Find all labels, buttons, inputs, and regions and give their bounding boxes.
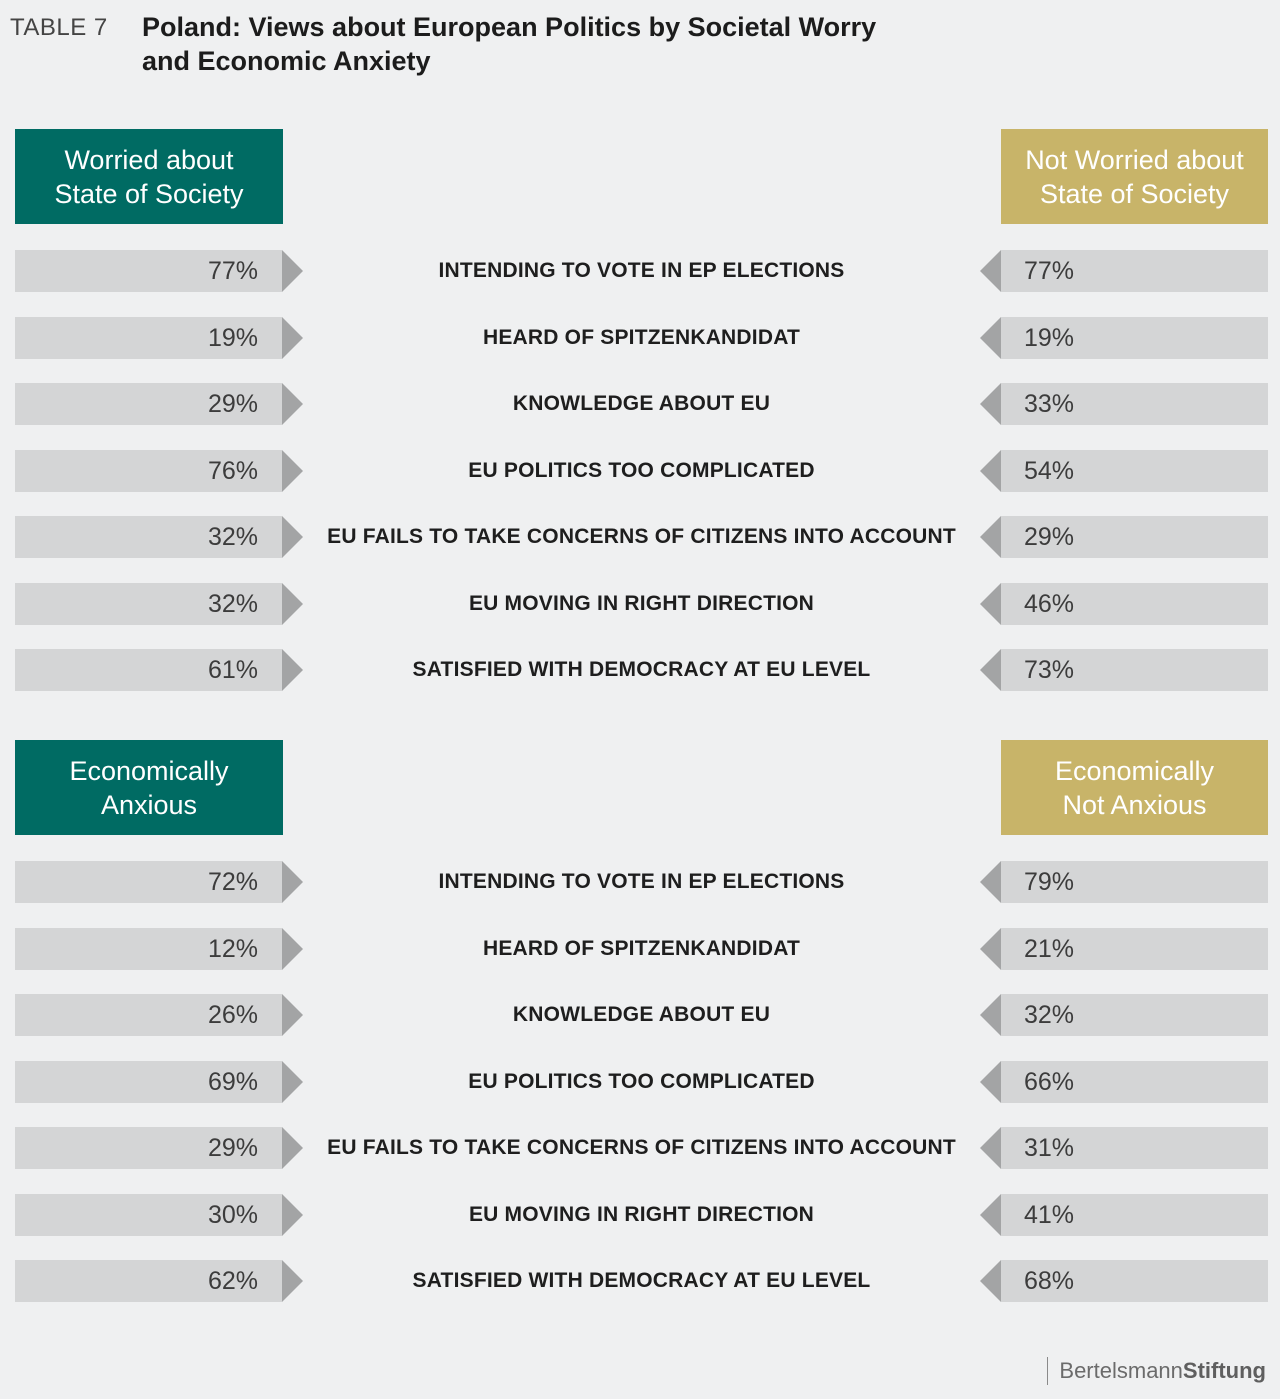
group-header-line: State of Society: [54, 178, 244, 209]
arrow-right-icon: [282, 1194, 303, 1236]
group-header-line: Not Worried about: [1025, 144, 1244, 175]
left-value: 19%: [15, 317, 282, 359]
right-value: 46%: [1001, 583, 1268, 625]
group-header-not-worried: [1001, 129, 1268, 224]
right-value: 77%: [1001, 250, 1268, 292]
left-value: 77%: [15, 250, 282, 292]
row-label: EU POLITICS TOO COMPLICATED: [468, 1069, 815, 1093]
table-row: [0, 317, 1280, 359]
arrow-left-icon: [980, 1260, 1001, 1302]
table-row: [0, 1194, 1280, 1236]
table-row: [0, 583, 1280, 625]
arrow-left-icon: [980, 994, 1001, 1036]
arrow-right-icon: [282, 583, 303, 625]
left-value: 62%: [15, 1260, 282, 1302]
row-label: EU MOVING IN RIGHT DIRECTION: [468, 591, 815, 615]
table-row: [0, 649, 1280, 691]
row-label: EU POLITICS TOO COMPLICATED: [468, 458, 815, 482]
left-value: 30%: [15, 1194, 282, 1236]
right-value: 68%: [1001, 1260, 1268, 1302]
arrow-right-icon: [282, 1260, 303, 1302]
arrow-left-icon: [980, 317, 1001, 359]
row-label: HEARD OF SPITZENKANDIDAT: [482, 325, 801, 349]
table-row: [0, 861, 1280, 903]
left-value: 29%: [15, 1127, 282, 1169]
right-value: 31%: [1001, 1127, 1268, 1169]
arrow-right-icon: [282, 649, 303, 691]
table-row: [0, 1127, 1280, 1169]
group-header-line: Economically: [1054, 755, 1215, 786]
brand-divider: [1047, 1357, 1048, 1385]
group-header-line: State of Society: [1039, 178, 1230, 209]
arrow-left-icon: [980, 250, 1001, 292]
left-value: 69%: [15, 1061, 282, 1103]
left-value: 32%: [15, 516, 282, 558]
arrow-right-icon: [282, 928, 303, 970]
arrow-right-icon: [282, 516, 303, 558]
arrow-left-icon: [980, 649, 1001, 691]
table-row: [0, 994, 1280, 1036]
brand-name-light: Bertelsmann: [1059, 1358, 1183, 1383]
table-number: TABLE 7: [10, 14, 108, 41]
right-value: 29%: [1001, 516, 1268, 558]
arrow-right-icon: [282, 450, 303, 492]
row-label: EU MOVING IN RIGHT DIRECTION: [468, 1202, 815, 1226]
row-label: EU FAILS TO TAKE CONCERNS OF CITIZENS INTO ACCOUNT: [327, 1136, 956, 1159]
arrow-left-icon: [980, 1127, 1001, 1169]
arrow-left-icon: [980, 450, 1001, 492]
row-label: KNOWLEDGE ABOUT EU: [512, 1003, 771, 1026]
arrow-left-icon: [980, 928, 1001, 970]
arrow-right-icon: [282, 250, 303, 292]
left-value: 12%: [15, 928, 282, 970]
right-value: 33%: [1001, 383, 1268, 425]
arrow-left-icon: [980, 1061, 1001, 1103]
right-value: 41%: [1001, 1194, 1268, 1236]
group-header-line: Worried about: [64, 144, 234, 175]
arrow-left-icon: [980, 383, 1001, 425]
right-value: 54%: [1001, 450, 1268, 492]
table-row: [0, 928, 1280, 970]
row-label: EU FAILS TO TAKE CONCERNS OF CITIZENS INTO ACCOUNT: [327, 525, 956, 548]
left-value: 76%: [15, 450, 282, 492]
row-label: KNOWLEDGE ABOUT EU: [512, 392, 771, 415]
table-title: Poland: Views about European Politics by Societal Worry and Economic Anxiety: [142, 12, 877, 76]
arrow-right-icon: [282, 861, 303, 903]
table-row: [0, 450, 1280, 492]
group-header-anxious: [15, 740, 283, 835]
table-row: [0, 1061, 1280, 1103]
arrow-right-icon: [282, 1127, 303, 1169]
group-header-line: Anxious: [100, 789, 198, 820]
arrow-left-icon: [980, 1194, 1001, 1236]
group-header-line: Not Anxious: [1062, 789, 1207, 820]
row-label: HEARD OF SPITZENKANDIDAT: [482, 936, 801, 960]
right-value: 73%: [1001, 649, 1268, 691]
group-header-not-anxious: [1001, 740, 1268, 835]
table-row: [0, 516, 1280, 558]
right-value: 19%: [1001, 317, 1268, 359]
table-row: [0, 250, 1280, 292]
arrow-right-icon: [282, 317, 303, 359]
left-value: 32%: [15, 583, 282, 625]
row-label: INTENDING TO VOTE IN EP ELECTIONS: [438, 870, 845, 893]
right-value: 32%: [1001, 994, 1268, 1036]
row-label: INTENDING TO VOTE IN EP ELECTIONS: [438, 259, 845, 282]
arrow-right-icon: [282, 1061, 303, 1103]
brand-logo: [1047, 1356, 1266, 1386]
right-value: 66%: [1001, 1061, 1268, 1103]
right-value: 79%: [1001, 861, 1268, 903]
arrow-right-icon: [282, 383, 303, 425]
table-row: [0, 383, 1280, 425]
group-header-worried: [15, 129, 283, 224]
left-value: 72%: [15, 861, 282, 903]
table-row: [0, 1260, 1280, 1302]
arrow-left-icon: [980, 583, 1001, 625]
group-header-line: Economically: [69, 755, 229, 786]
row-label: SATISFIED WITH DEMOCRACY AT EU LEVEL: [412, 1269, 871, 1292]
left-value: 61%: [15, 649, 282, 691]
arrow-left-icon: [980, 516, 1001, 558]
arrow-left-icon: [980, 861, 1001, 903]
row-label: SATISFIED WITH DEMOCRACY AT EU LEVEL: [412, 658, 871, 681]
left-value: 26%: [15, 994, 282, 1036]
brand-name-bold: Stiftung: [1182, 1358, 1266, 1383]
left-value: 29%: [15, 383, 282, 425]
arrow-right-icon: [282, 994, 303, 1036]
right-value: 21%: [1001, 928, 1268, 970]
